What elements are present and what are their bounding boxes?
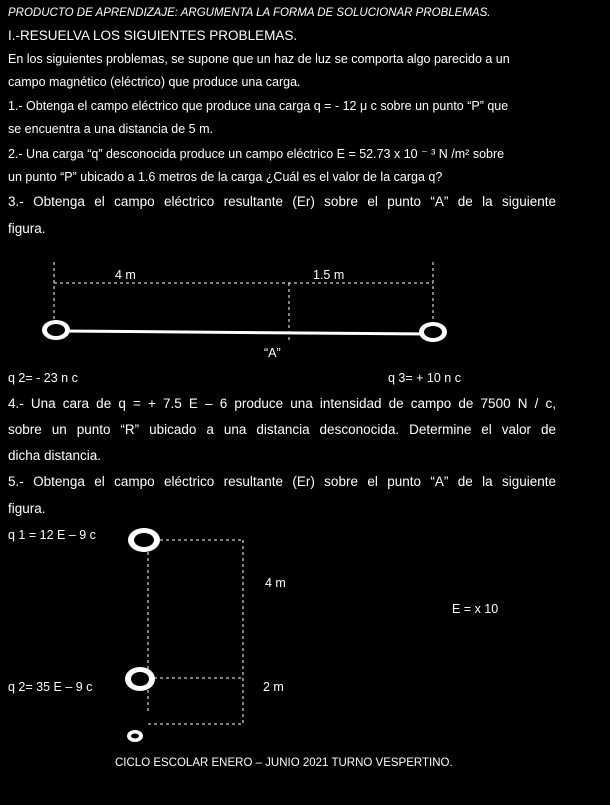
fig1-distance-4m: 4 m (115, 268, 136, 282)
fig2-distance-4m: 4 m (265, 576, 286, 590)
document-header: PRODUCTO DE APRENDIZAJE: ARGUMENTA LA FORMA DE SOLUCIONAR PROBLEMAS. (8, 7, 491, 19)
fig1-q2-label: q 2= - 23 n c (8, 371, 78, 385)
problem5-line-2: figura. (8, 501, 46, 516)
fig2-charge-q2-inner (131, 672, 149, 686)
intro-line-2: campo magnético (eléctrico) que produce una carga. (8, 75, 301, 89)
fig2-q2-label: q 2= 35 E – 9 c (8, 680, 93, 694)
fig1-distance-1-5m: 1.5 m (313, 268, 345, 282)
fig2-distance-2m: 2 m (263, 680, 284, 694)
problem4-line-2: sobre un punto “R” ubicado a una distancia desconocida. Determine el valor de (8, 422, 556, 437)
problem4-line-1: 4.- Una cara de q = + 7.5 E – 6 produce una intensidad de campo de 7500 N / c, (8, 396, 556, 411)
problem1-line-1: 1.- Obtenga el campo eléctrico que produce una carga q = - 12 μ c sobre un punto “P” que (8, 99, 509, 113)
section-title: I.-RESUELVA LOS SIGUIENTES PROBLEMAS. (8, 28, 298, 43)
fig1-q3-label: q 3= + 10 n c (388, 371, 461, 385)
fig2-q1-label: q 1 = 12 E – 9 c (8, 528, 96, 542)
problem5-line-1: 5.- Obtenga el campo eléctrico resultante (Er) sobre el punto “A” de la siguiente (8, 474, 556, 489)
intro-line-1: En los siguientes problemas, se supone que un haz de luz se comporta algo parecido a un (8, 52, 510, 66)
document-footer: CICLO ESCOLAR ENERO – JUNIO 2021 TURNO VESPERTINO. (115, 757, 453, 769)
fig2-charge-q1-inner (134, 533, 154, 547)
problem2-line-1: 2.- Una carga “q” desconocida produce un campo eléctrico E = 52.73 x 10 ⁻ ³ N /m² sobre (8, 147, 505, 161)
fig2-point-a-inner (131, 734, 139, 739)
problem3-line-2: figura. (8, 221, 46, 236)
problem2-line-2: un punto “P” ubicado a 1.6 metros de la carga ¿Cuál es el valor de la carga q? (8, 170, 443, 184)
problem1-line-2: se encuentra a una distancia de 5 m. (8, 122, 213, 136)
fig1-point-a-label: “A” (264, 346, 281, 360)
problem4-line-3: dicha distancia. (8, 448, 102, 463)
problem3-line-1: 3.- Obtenga el campo eléctrico resultante (Er) sobre el punto “A” de la siguiente (8, 194, 556, 209)
fig2-e-label: E = x 10 (452, 602, 499, 616)
